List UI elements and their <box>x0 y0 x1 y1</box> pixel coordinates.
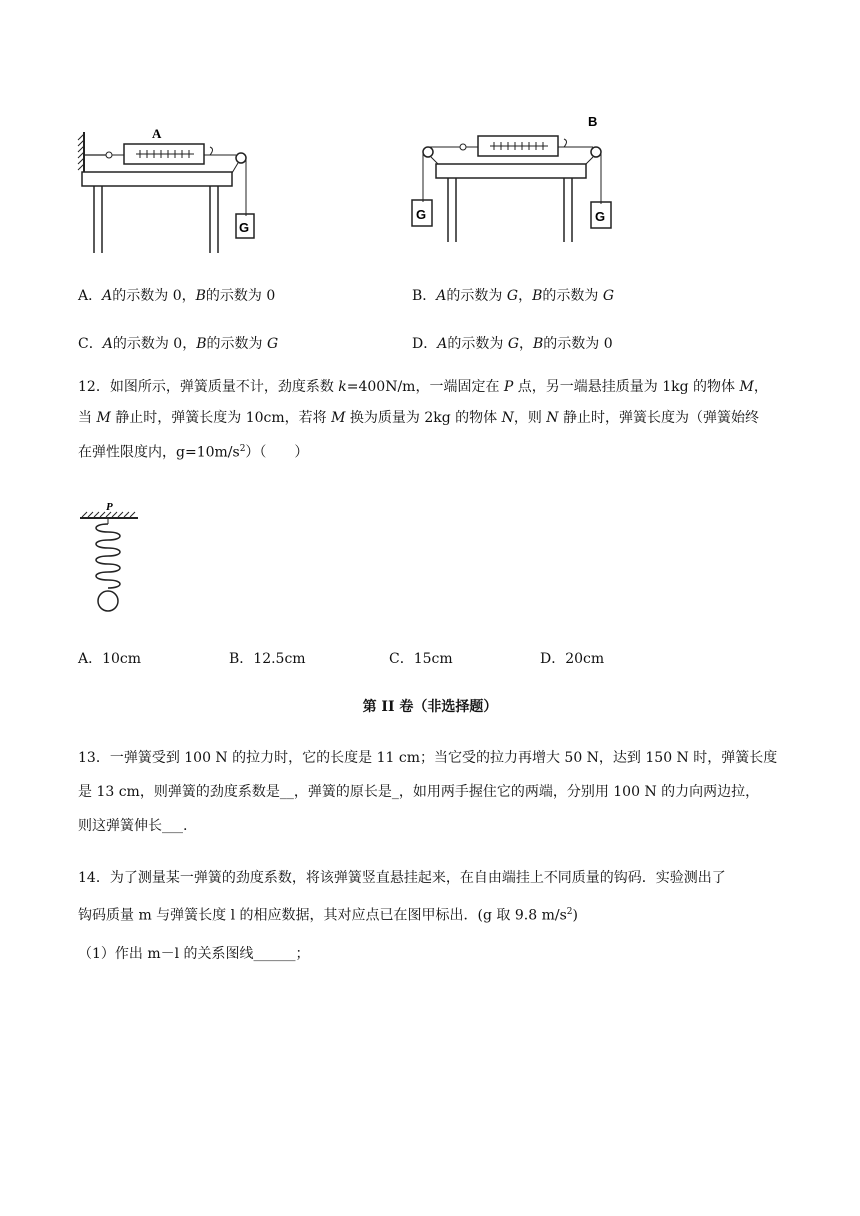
figure-spring-scale-a <box>76 120 266 260</box>
q12-line-3: 在弹性限度内，$g=10m/s^2$）（ ） <box>78 444 309 461</box>
q13-line-3: 则这弹簧伸长___. <box>78 818 188 834</box>
section-title: 第 II 卷（非选择题） <box>362 699 498 715</box>
q14-stem <box>78 861 782 933</box>
q14-line-2: 钩码质量 m 与弹簧长度 l 的相应数据，其对应点已在图甲标出．(g 取 9.8 $m/s^2$) <box>78 907 578 924</box>
label-b: B <box>588 114 598 129</box>
q13-line-2: 是 13 cm，则弹簧的劲度系数是__，弹簧的原长是_，如用两手握住它的两端，分别用 100 N 的力向两边拉， <box>78 784 760 800</box>
weight-label-b-right: G <box>595 209 606 224</box>
weight-label-a: G <box>239 220 250 235</box>
q11-option-b: B．A的示数为 G，B的示数为 G <box>412 288 614 304</box>
q11-option-c: C．A的示数为 0，B的示数为 G <box>78 336 279 352</box>
q14-line-1: 14．为了测量某一弹簧的劲度系数，将该弹簧竖直悬挂起来，在自由端挂上不同质量的钩码．实验测出了 <box>78 870 726 886</box>
q14-subquestion-1: （1）作出 m－l 的关系图线______； <box>78 946 310 962</box>
q12-option-c: C．15cm <box>389 651 453 667</box>
q12-line-2: 当 M 静止时，弹簧长度为 10cm，若将 M 换为质量为 2kg 的物体 N，则 N 静止时，弹簧长度为（弹簧始终 <box>78 410 759 426</box>
label-a: A <box>152 126 162 141</box>
q11-option-a: A．A的示数为 0，B的示数为 0 <box>78 288 276 304</box>
q12-option-b: B．12.5cm <box>229 651 306 667</box>
q12-stem <box>78 372 782 469</box>
q13-line-1: 13．一弹簧受到 100 N 的拉力时，它的长度是 11 cm；当它受的拉力再增大 50 N，达到 150 N 时，弹簧长度 <box>78 750 778 766</box>
q13-stem <box>78 741 782 843</box>
q12-line-1: 12．如图所示，弹簧质量不计，劲度系数 k=400N/m，一端固定在 P 点，另一端悬挂质量为 1kg 的物体 M， <box>78 379 768 395</box>
figure-spring-scale-b <box>408 112 618 252</box>
q12-option-d: D．20cm <box>540 651 605 667</box>
q11-option-d: D．A的示数为 G，B的示数为 0 <box>412 336 613 352</box>
q12-option-a: A．10cm <box>78 651 142 667</box>
weight-label-b-left: G <box>416 207 427 222</box>
label-p: P <box>106 501 113 513</box>
figure-hanging-spring <box>74 500 144 615</box>
